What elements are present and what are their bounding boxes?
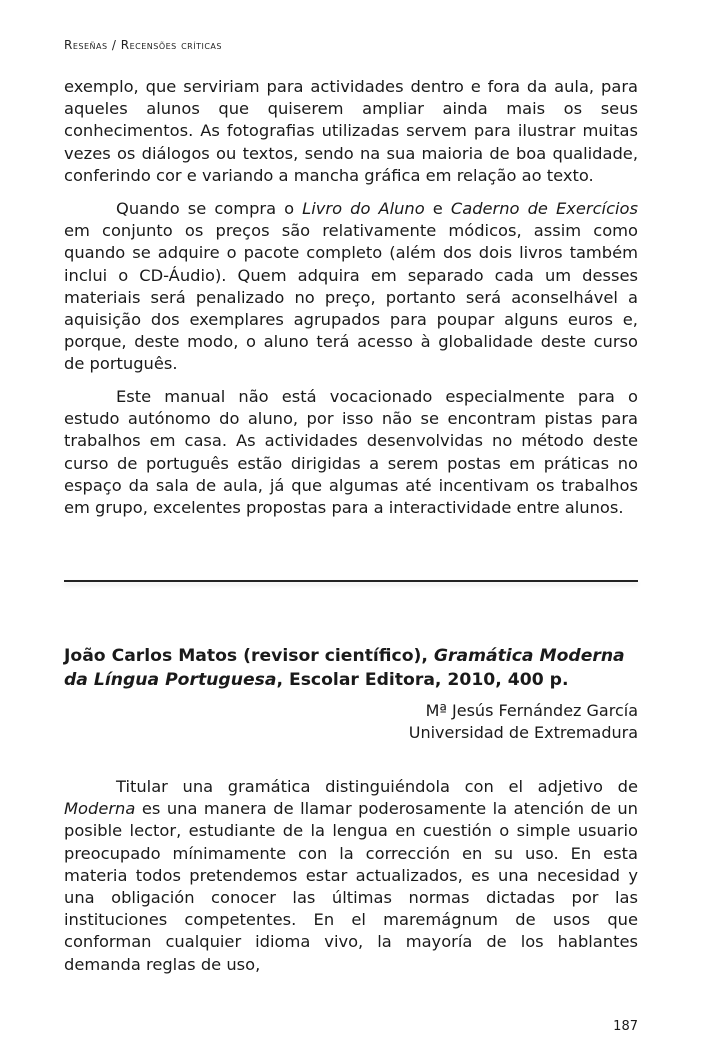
reviewer-name: Mª Jesús Fernández García [425, 701, 638, 720]
adjective-moderna: Moderna [64, 799, 136, 819]
paragraph-4-text-a: Titular una gramática distinguiéndola con el adjetivo de [116, 777, 638, 796]
book-title-livro-do-aluno: Livro do Aluno [302, 199, 425, 218]
review-book-title: Gramática Moderna da Língua Portuguesa [64, 646, 625, 690]
paragraph-1: exemplo, que serviriam para actividades dentro e fora da aula, para aqueles alunos que quiserem ampliar ainda mais os seus conhecimentos. As fotografias utilizadas servem para ilustrar muitas vezes os diálogos ou textos, sendo na sua maioria de boa qualidade, conferindo cor e variando a mancha gráfica em relação ao texto. [64, 77, 638, 185]
reviewer-block [64, 700, 638, 744]
running-header: Reseñas / Recensões críticas [64, 38, 222, 52]
paragraph-2-text-a: Quando se compra o [116, 199, 303, 218]
review-publisher-info: , Escolar Editora, 2010, 400 p. [276, 670, 569, 690]
paragraph-3: Este manual não está vocacionado especialmente para o estudo autónomo do aluno, por isso não se encontram pistas para trabalhos em casa. As actividades desenvolvidas no método deste curso de português estão dirigidas a serem postas em práticas no espaço da sala de aula, já que algumas até incentivam os trabalhos em grupo, excelentes propostas para a interactividade entre alunos. [64, 387, 638, 518]
book-title-caderno: Caderno de Exercícios [450, 199, 638, 218]
page-number: 187 [613, 1019, 638, 1034]
reviewer-affiliation: Universidad de Extremadura [408, 723, 638, 742]
paragraph-4 [64, 776, 638, 976]
paragraph-2-text-b: e [424, 199, 451, 218]
section-divider [64, 580, 638, 582]
review-author: João Carlos Matos (revisor científico), [64, 646, 434, 666]
paragraph-4-text-b: es una manera de llamar poderosamente la atención de un posible lector, estudiante de la lengua en cuestión o simple usuario preocupado mínimamente con la corrección en su uso. En esta materia todos pretendemos estar actualizados, es una necesidad y una obligación conocer las últimas normas dictadas por las instituciones competentes. En el maremágnum de usos que conforman cualquier idioma vivo, la mayoría de los hablantes demanda reglas de uso, [64, 799, 638, 974]
paragraph-2-text-c: em conjunto os preços são relativamente módicos, assim como quando se adquire o pacote completo (além dos dois livros também inclui o CD-Áudio). Quem adquira em separado cada um desses materiais será penalizado no preço, portanto será aconselhável a aquisição dos exemplares agrupados para poupar alguns euros e, porque, deste modo, o aluno terá acesso à globalidade deste curso de português. [64, 221, 638, 374]
review-heading [64, 644, 638, 692]
paragraph-2 [64, 198, 638, 376]
